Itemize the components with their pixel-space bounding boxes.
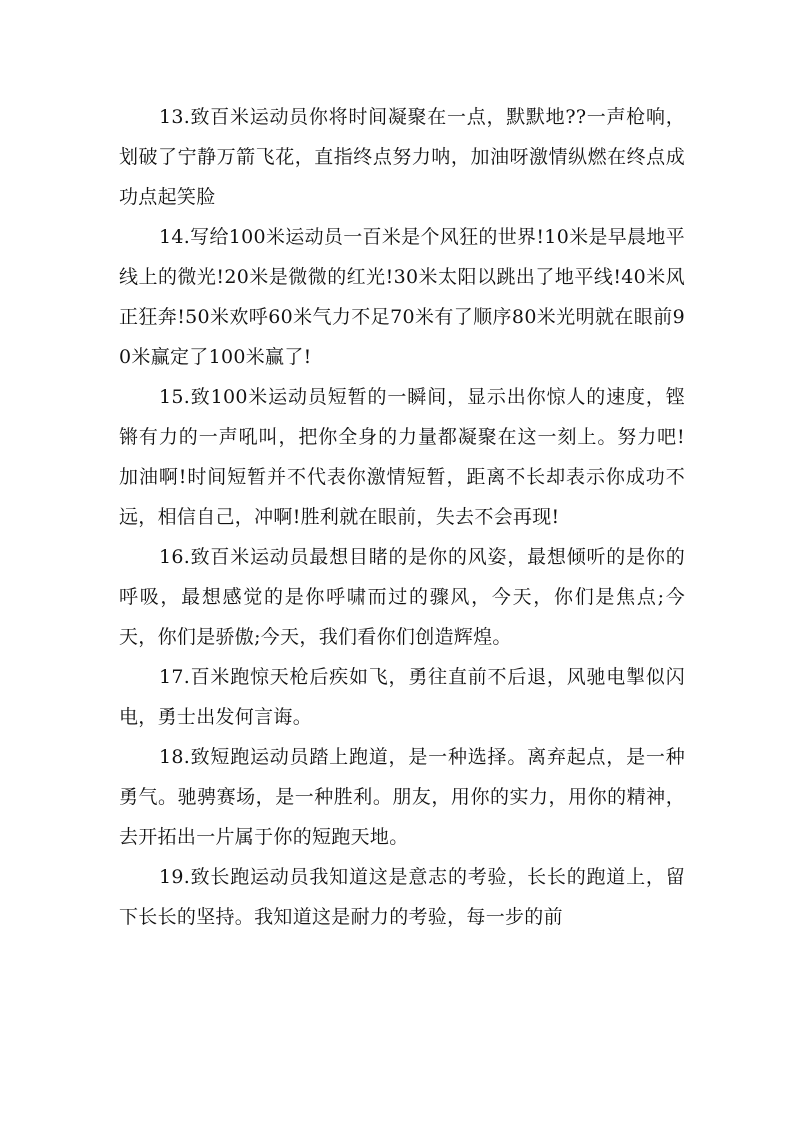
paragraph-14: 14.写给100米运动员一百米是个风狂的世界!10米是早晨地平线上的微光!20米是微微的红光!30米太阳以跳出了地平线!40米风正狂奔!50米欢呼60米气力不足70米有了顺序80米光明就在眼前90米赢定了100米赢了! — [119, 226, 685, 368]
paragraph-17: 17.百米跑惊天枪后疾如飞，勇往直前不后退，风驰电掣似闪电，勇士出发何言诲。 — [119, 666, 685, 728]
paragraph-15: 15.致100米运动员短暂的一瞬间，显示出你惊人的速度，铿锵有力的一声吼叫，把你全身的力量都凝聚在这一刻上。努力吧!加油啊!时间短暂并不代表你激情短暂，距离不长却表示你成功不远，相信自己，冲啊!胜利就在眼前，失去不会再现! — [119, 386, 685, 528]
paragraph-13: 13.致百米运动员你将时间凝聚在一点，默默地??一声枪响，划破了宁静万箭飞花，直指终点努力呐，加油呀激情纵燃在终点成功点起笑脸 — [119, 106, 685, 208]
document-body — [119, 97, 685, 937]
paragraph-19: 19.致长跑运动员我知道这是意志的考验，长长的跑道上，留下长长的坚持。我知道这是耐力的考验，每一步的前 — [119, 866, 685, 928]
paragraph-16: 16.致百米运动员最想目睹的是你的风姿，最想倾听的是你的呼吸，最想感觉的是你呼啸而过的骤风，今天，你们是焦点;今天，你们是骄傲;今天，我们看你们创造辉煌。 — [119, 546, 685, 648]
paragraph-18: 18.致短跑运动员踏上跑道，是一种选择。离弃起点，是一种勇气。驰骋赛场，是一种胜利。朋友，用你的实力，用你的精神，去开拓出一片属于你的短跑天地。 — [119, 746, 685, 848]
